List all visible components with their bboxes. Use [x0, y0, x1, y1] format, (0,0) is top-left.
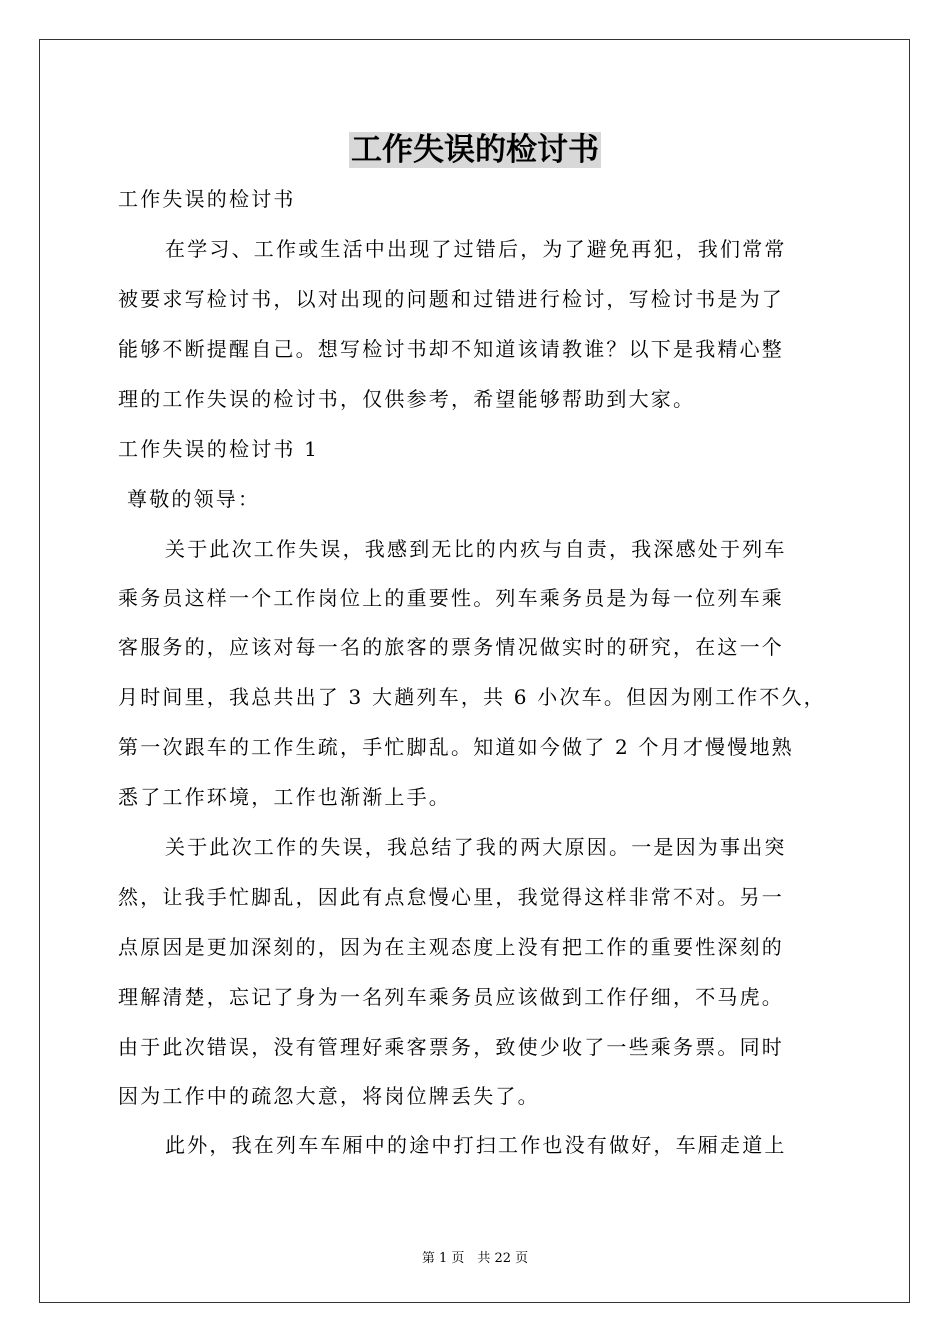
- page-footer: 第 1 页 共 22 页: [421, 1251, 529, 1266]
- document-title: [0, 126, 950, 174]
- paragraph-line: 此外，我在列车车厢中的途中打扫工作也没有做好，车厢走道上: [165, 1133, 787, 1157]
- paragraph-line: 在学习、工作或生活中出现了过错后，为了避免再犯，我们常常: [165, 237, 787, 261]
- paragraph-line: 理的工作失误的检讨书，仅供参考，希望能够帮助到大家。: [118, 387, 696, 411]
- paragraph-line: 关于此次工作的失误，我总结了我的两大原因。一是因为事出突: [165, 835, 787, 859]
- paragraph-line: 乘务员这样一个工作岗位上的重要性。列车乘务员是为每一位列车乘: [118, 586, 784, 610]
- paragraph-line: 关于此次工作失误，我感到无比的内疚与自责，我深感处于列车: [165, 537, 787, 561]
- paragraph-line: 能够不断提醒自己。想写检讨书却不知道该请教谁？以下是我精心整: [118, 337, 784, 361]
- paragraph-line: 因为工作中的疏忽大意，将岗位牌丢失了。: [118, 1084, 540, 1108]
- paragraph-line: 由于此次错误，没有管理好乘客票务，致使少收了一些乘务票。同时: [118, 1035, 784, 1059]
- salutation: 尊敬的领导：: [127, 487, 261, 511]
- title-text: 工作失误的检讨书: [351, 132, 599, 168]
- paragraph-line: 悉了工作环境，工作也渐渐上手。: [118, 785, 451, 809]
- paragraph-line: 客服务的，应该对每一名的旅客的票务情况做实时的研究，在这一个: [118, 635, 784, 659]
- section-heading: 工作失误的检讨书 1: [118, 437, 320, 461]
- paragraph-line: 被要求写检讨书，以对出现的问题和过错进行检讨，写检讨书是为了: [118, 287, 784, 311]
- paragraph-line: 第一次跟车的工作生疏，手忙脚乱。知道如今做了 2 个月才慢慢地熟: [118, 735, 794, 759]
- paragraph-line: 理解清楚，忘记了身为一名列车乘务员应该做到工作仔细，不马虎。: [118, 985, 784, 1009]
- paragraph-line: 月时间里，我总共出了 3 大趟列车，共 6 小次车。但因为刚工作不久，: [118, 685, 826, 709]
- page-border: [39, 39, 910, 1303]
- paragraph-line: 然，让我手忙脚乱，因此有点怠慢心里，我觉得这样非常不对。另一: [118, 885, 784, 909]
- paragraph-line: 点原因是更加深刻的，因为在主观态度上没有把工作的重要性深刻的: [118, 935, 784, 959]
- subtitle-line: 工作失误的检讨书: [118, 187, 296, 211]
